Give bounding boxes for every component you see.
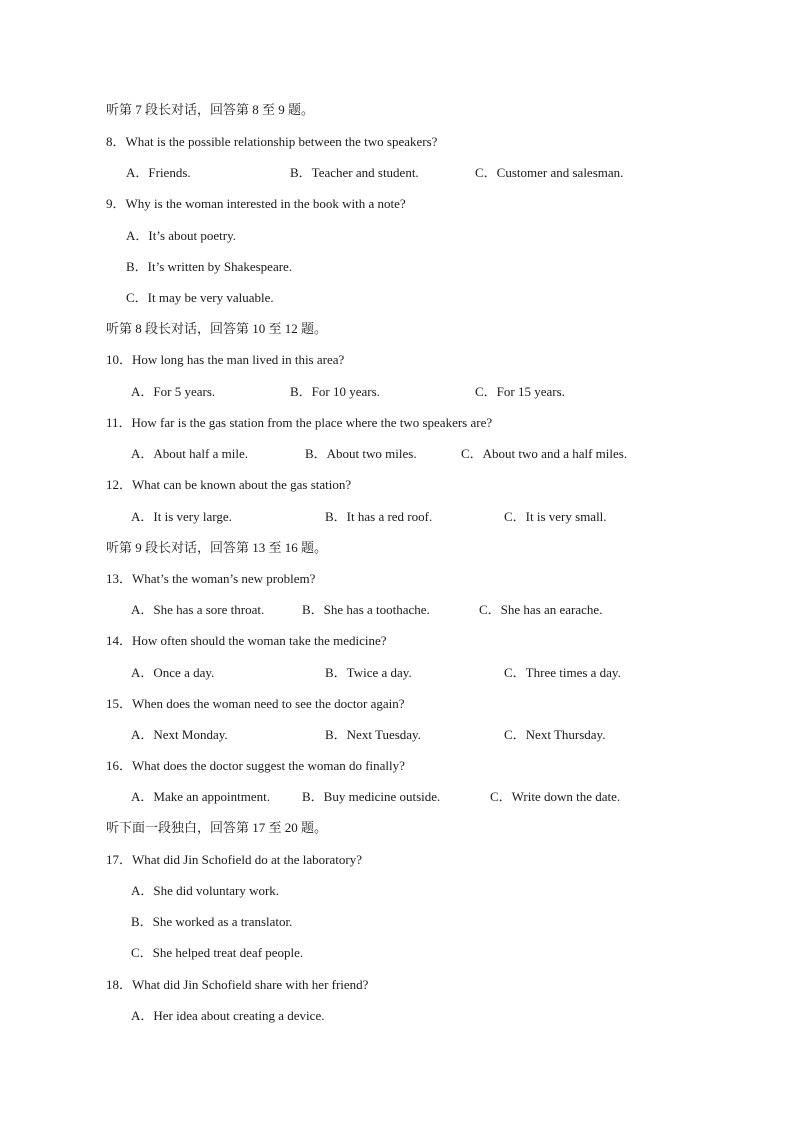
option-c: C．Three times a day.: [504, 665, 621, 680]
section-heading: 听第 8 段长对话，回答第 10 至 12 题。: [106, 321, 328, 336]
option-b: B．She worked as a translator.: [131, 914, 293, 929]
option-a: A．She did voluntary work.: [131, 883, 280, 898]
option-a: A．Make an appointment.: [131, 789, 270, 804]
option-a: A．It’s about poetry.: [126, 228, 236, 243]
option-b: B．For 10 years.: [290, 384, 380, 399]
option-a: A．Next Monday.: [131, 727, 228, 742]
option-c: C．It is very small.: [504, 509, 607, 524]
question-stem: 17．What did Jin Schofield do at the laboratory?: [106, 852, 362, 867]
option-b: B．Twice a day.: [325, 665, 412, 680]
question-stem: 15．When does the woman need to see the doctor again?: [106, 696, 405, 711]
option-a: A．Her idea about creating a device.: [131, 1008, 325, 1023]
option-b: B．She has a toothache.: [302, 602, 430, 617]
option-c: C．Next Thursday.: [504, 727, 606, 742]
option-a: A．She has a sore throat.: [131, 602, 265, 617]
question-stem: 10．How long has the man lived in this area?: [106, 352, 345, 367]
section-heading: 听第 7 段长对话，回答第 8 至 9 题。: [106, 102, 315, 117]
option-c: C．Write down the date.: [490, 789, 621, 804]
option-a: A．About half a mile.: [131, 446, 248, 461]
option-b: B．It has a red roof.: [325, 509, 433, 524]
section-heading: 听下面一段独白，回答第 17 至 20 题。: [106, 820, 328, 835]
option-a: A．For 5 years.: [131, 384, 216, 399]
option-c: C．It may be very valuable.: [126, 290, 274, 305]
section-heading: 听第 9 段长对话，回答第 13 至 16 题。: [106, 540, 328, 555]
question-stem: 13．What’s the woman’s new problem?: [106, 571, 316, 586]
option-b: B．Next Tuesday.: [325, 727, 421, 742]
question-stem: 18．What did Jin Schofield share with her friend?: [106, 977, 369, 992]
option-b: B．Buy medicine outside.: [302, 789, 441, 804]
question-stem: 14．How often should the woman take the medicine?: [106, 633, 387, 648]
option-c: C．Customer and salesman.: [475, 165, 624, 180]
option-a: A．It is very large.: [131, 509, 232, 524]
question-stem: 8．What is the possible relationship between the two speakers?: [106, 134, 438, 149]
option-c: C．She has an earache.: [479, 602, 603, 617]
option-b: B．Teacher and student.: [290, 165, 419, 180]
question-stem: 12．What can be known about the gas station?: [106, 477, 352, 492]
option-a: A．Friends.: [126, 165, 191, 180]
option-a: A．Once a day.: [131, 665, 215, 680]
question-stem: 9．Why is the woman interested in the book with a note?: [106, 196, 406, 211]
option-b: B．It’s written by Shakespeare.: [126, 259, 293, 274]
option-c: C．For 15 years.: [475, 384, 565, 399]
option-c: C．She helped treat deaf people.: [131, 945, 304, 960]
question-stem: 11．How far is the gas station from the place where the two speakers are?: [106, 415, 493, 430]
question-stem: 16．What does the doctor suggest the woman do finally?: [106, 758, 405, 773]
option-b: B．About two miles.: [305, 446, 417, 461]
option-c: C．About two and a half miles.: [461, 446, 628, 461]
